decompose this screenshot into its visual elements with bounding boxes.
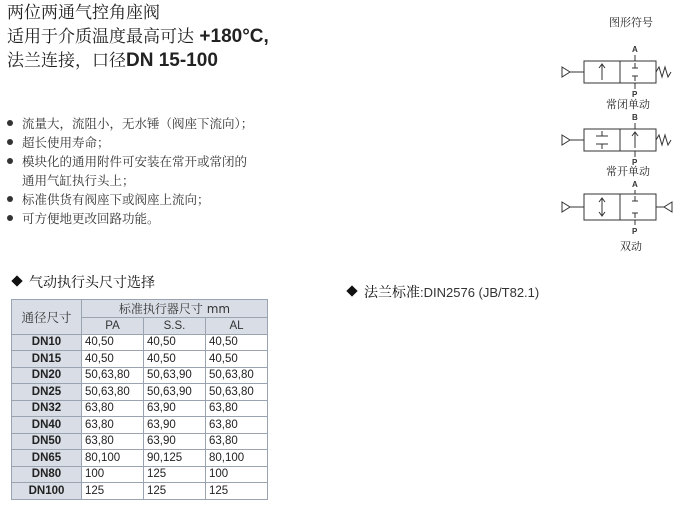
feature-text: 可方便地更改回路功能。 — [22, 211, 160, 226]
al-cell: 125 — [206, 483, 268, 500]
pa-cell: 63,80 — [82, 400, 144, 417]
feature-item — [7, 114, 253, 133]
feature-list — [7, 114, 253, 228]
column-header-pa: PA — [82, 318, 144, 335]
flange-standard-value: :DIN2576 (JB/T82.1) — [420, 285, 540, 300]
column-header-al: AL — [206, 318, 268, 335]
bullet-icon — [7, 158, 13, 164]
pa-cell: 50,63,80 — [82, 367, 144, 384]
bullet-icon — [7, 120, 13, 126]
max-temperature: +180°C, — [199, 26, 269, 47]
ss-cell: 40,50 — [144, 334, 206, 351]
port-label: P — [632, 158, 638, 165]
ss-cell: 50,63,90 — [144, 367, 206, 384]
al-cell: 40,50 — [206, 351, 268, 368]
ss-cell: 125 — [144, 483, 206, 500]
port-label: A — [632, 45, 638, 54]
title-line-2-text: 适用于介质温度最高可达 — [7, 27, 194, 47]
al-cell: 63,80 — [206, 433, 268, 450]
pa-cell: 40,50 — [82, 351, 144, 368]
column-header-ss: S.S. — [144, 318, 206, 335]
size-cell: DN50 — [12, 433, 82, 450]
ss-cell: 90,125 — [144, 450, 206, 467]
al-cell: 50,63,80 — [206, 384, 268, 401]
bullet-icon — [7, 215, 13, 221]
ss-cell: 63,90 — [144, 433, 206, 450]
feature-text: 流量大，流阻小，无水锤（阀座下流向）； — [22, 116, 254, 131]
title-line-2 — [7, 26, 269, 48]
al-cell: 63,80 — [206, 417, 268, 434]
table-row — [12, 466, 268, 483]
al-cell: 50,63,80 — [206, 367, 268, 384]
size-cell: DN65 — [12, 450, 82, 467]
bullet-icon — [7, 196, 13, 202]
diamond-bullet-icon — [346, 285, 357, 296]
table-row — [12, 384, 268, 401]
feature-item — [7, 152, 253, 171]
al-cell: 80,100 — [206, 450, 268, 467]
size-cell: DN20 — [12, 367, 82, 384]
size-cell: DN100 — [12, 483, 82, 500]
title-line-3-text: 法兰连接，口径 — [7, 51, 126, 71]
table-row — [12, 417, 268, 434]
feature-text: 模块化的通用附件可安装在常开或常闭的 — [22, 154, 248, 169]
ss-cell: 63,90 — [144, 417, 206, 434]
feature-item — [7, 209, 253, 228]
pa-cell: 100 — [82, 466, 144, 483]
size-cell: DN80 — [12, 466, 82, 483]
actuator-section-title-text: 气动执行头尺寸选择 — [29, 275, 155, 291]
symbols-title: 图形符号 — [609, 16, 653, 29]
table-row — [12, 450, 268, 467]
port-label: B — [632, 113, 638, 122]
al-cell: 40,50 — [206, 334, 268, 351]
title-line-3 — [7, 50, 218, 72]
bullet-icon — [7, 139, 13, 145]
title-line-1: 两位两通气控角座阀 — [7, 3, 160, 23]
normally-closed-valve-symbol-icon — [560, 42, 675, 97]
table-row — [12, 351, 268, 368]
ss-cell: 125 — [144, 466, 206, 483]
actuator-section-title — [13, 274, 155, 292]
table-row — [12, 433, 268, 450]
size-cell: DN25 — [12, 384, 82, 401]
table-row — [12, 483, 268, 500]
feature-item — [7, 133, 253, 152]
feature-text: 通用气缸执行头上； — [22, 173, 135, 188]
double-acting-valve-symbol-icon — [560, 177, 675, 237]
feature-text: 标准供货有阀座下或阀座上流向； — [22, 192, 210, 207]
diameter-range: DN 15-100 — [126, 50, 218, 71]
pa-cell: 63,80 — [82, 417, 144, 434]
normally-open-valve-symbol-icon — [560, 110, 675, 165]
normally-open-label: 常开单动 — [606, 165, 650, 178]
al-cell: 63,80 — [206, 400, 268, 417]
double-acting-label: 双动 — [620, 240, 642, 253]
flange-standard — [348, 284, 539, 302]
table-row — [12, 400, 268, 417]
size-cell: DN40 — [12, 417, 82, 434]
ss-cell: 63,90 — [144, 400, 206, 417]
ss-cell: 40,50 — [144, 351, 206, 368]
column-header-standard: 标准执行器尺寸 mm — [82, 300, 268, 318]
pa-cell: 63,80 — [82, 433, 144, 450]
pa-cell: 125 — [82, 483, 144, 500]
feature-item-continued — [7, 171, 253, 190]
pa-cell: 40,50 — [82, 334, 144, 351]
actuator-size-table — [11, 299, 268, 500]
feature-item — [7, 190, 253, 209]
pa-cell: 50,63,80 — [82, 384, 144, 401]
table-row — [12, 334, 268, 351]
flange-standard-label: 法兰标准 — [364, 285, 420, 301]
column-header-size: 通径尺寸 — [12, 300, 82, 335]
normally-closed-label: 常闭单动 — [606, 98, 650, 111]
table-row — [12, 367, 268, 384]
size-cell: DN10 — [12, 334, 82, 351]
diamond-bullet-icon — [11, 275, 22, 286]
pa-cell: 80,100 — [82, 450, 144, 467]
feature-text: 超长使用寿命； — [22, 135, 110, 150]
size-cell: DN15 — [12, 351, 82, 368]
port-label: P — [632, 90, 638, 97]
size-cell: DN32 — [12, 400, 82, 417]
ss-cell: 50,63,90 — [144, 384, 206, 401]
port-label: A — [632, 180, 638, 189]
al-cell: 100 — [206, 466, 268, 483]
port-label: P — [632, 227, 638, 236]
